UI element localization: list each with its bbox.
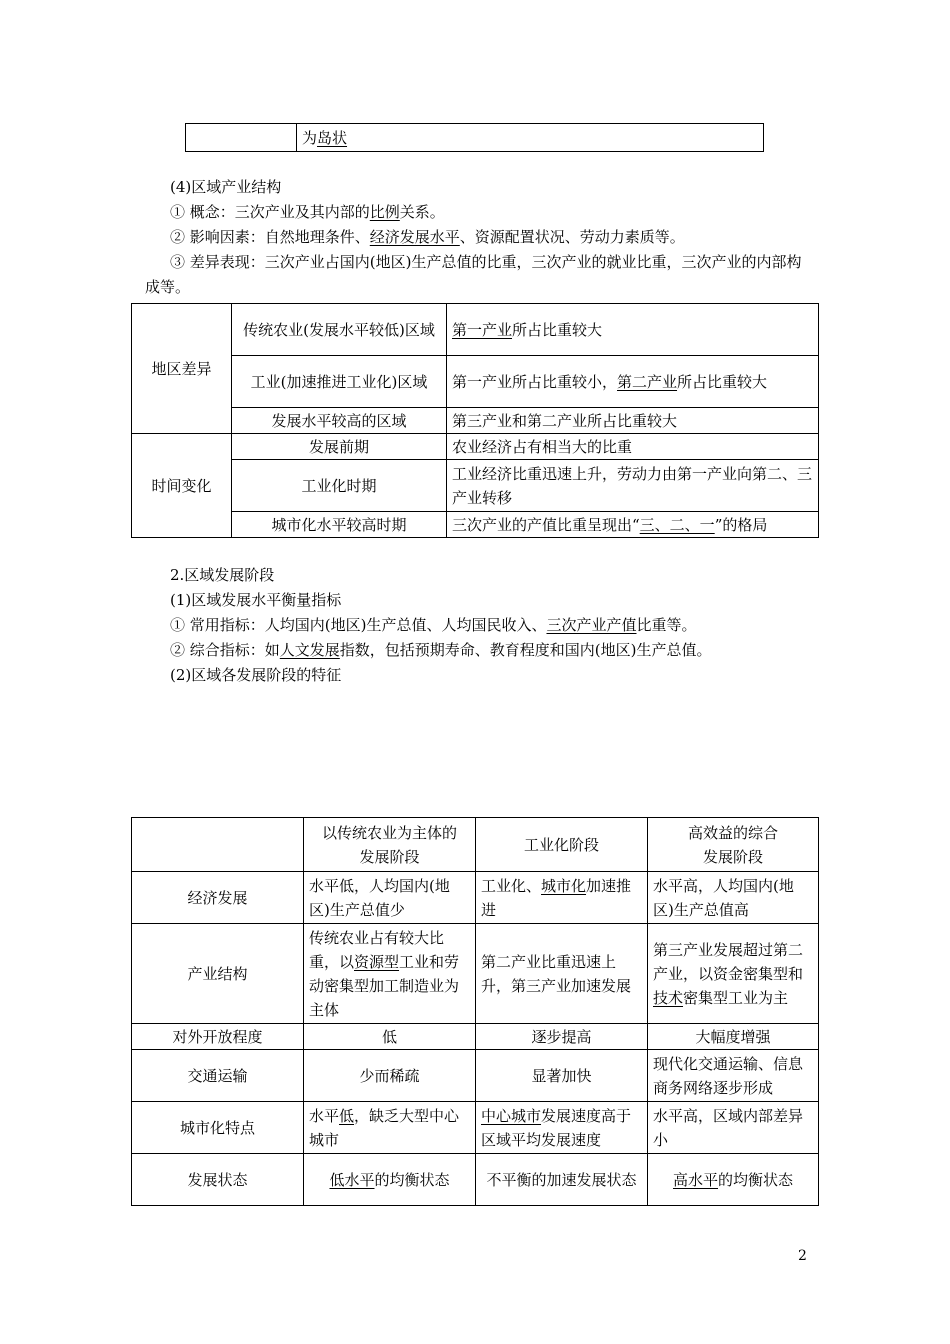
row-label: 发展状态 xyxy=(132,1154,304,1206)
underlined-term: 中心城市 xyxy=(481,1106,542,1125)
table-cell: 第三产业发展超过第二产业，以资金密集型和技术密集型工业为主 xyxy=(648,924,819,1024)
table-cell: 显著加快 xyxy=(476,1050,648,1102)
group-time-change: 时间变化 xyxy=(132,434,232,538)
underlined-term: 技术 xyxy=(653,988,684,1007)
underlined-term: 经济发展水平 xyxy=(369,228,460,246)
table-cell: 少而稀疏 xyxy=(304,1050,476,1102)
table-cell: 低 xyxy=(304,1024,476,1050)
row-value: 农业经济占有相当大的比重 xyxy=(447,434,819,460)
header-cell: 以传统农业为主体的发展阶段 xyxy=(304,818,476,872)
table-cell: 高水平的均衡状态 xyxy=(648,1154,819,1206)
row-value: 第一产业所占比重较小，第二产业所占比重较大 xyxy=(447,356,819,408)
header-cell xyxy=(132,818,304,872)
difference-paragraph: ③ 差异表现：三次产业占国内(地区)生产总值的比重，三次产业的就业比重，三次产业的内部构成等。 xyxy=(145,253,802,296)
table-cell: 现代化交通运输、信息商务网络逐步形成 xyxy=(648,1050,819,1102)
underlined-term: 低 xyxy=(339,1106,355,1125)
table-cell: 中心城市发展速度高于区域平均发展速度 xyxy=(476,1102,648,1154)
table-cell: 水平低，缺乏大型中心城市 xyxy=(304,1102,476,1154)
row-label: 城市化特点 xyxy=(132,1102,304,1154)
top-table-right-cell: 为岛状 xyxy=(297,124,764,152)
underlined-term: 第二产业 xyxy=(617,372,678,391)
page-number: 2 xyxy=(798,1248,807,1264)
underlined-term: 比例 xyxy=(369,203,400,221)
section-heading-industry-structure: (4)区域产业结构 xyxy=(170,178,282,196)
row-label: 发展水平较高的区域 xyxy=(232,408,447,434)
table-cell: 水平高，区域内部差异小 xyxy=(648,1102,819,1154)
development-stages-table xyxy=(131,817,819,1206)
row-value: 三次产业的产值比重呈现出“三、二、一”的格局 xyxy=(447,512,819,538)
table-cell: 传统农业占有较大比重，以资源型工业和劳动密集型加工制造业为主体 xyxy=(304,924,476,1024)
underlined-term: 资源型 xyxy=(354,952,400,971)
table-cell: 第二产业比重迅速上升，第三产业加速发展 xyxy=(476,924,648,1024)
subsection-stage-features: (2)区域各发展阶段的特征 xyxy=(170,666,342,684)
factors-line: ② 影响因素：自然地理条件、经济发展水平、资源配置状况、劳动力素质等。 xyxy=(170,228,685,246)
row-label: 经济发展 xyxy=(132,872,304,924)
row-label: 对外开放程度 xyxy=(132,1024,304,1050)
underlined-term: 第一产业 xyxy=(452,320,513,339)
table-cell: 工业化、城市化加速推进 xyxy=(476,872,648,924)
table-cell: 逐步提高 xyxy=(476,1024,648,1050)
industry-structure-table xyxy=(131,303,819,538)
table-cell: 水平高，人均国内(地区)生产总值高 xyxy=(648,872,819,924)
table-cell: 不平衡的加速发展状态 xyxy=(476,1154,648,1206)
header-cell: 高效益的综合发展阶段 xyxy=(648,818,819,872)
top-table xyxy=(185,123,764,152)
header-cell: 工业化阶段 xyxy=(476,818,648,872)
row-label: 城市化水平较高时期 xyxy=(232,512,447,538)
subsection-indicators: (1)区域发展水平衡量指标 xyxy=(170,591,342,609)
top-table-left-cell xyxy=(186,124,297,152)
table-cell: 低水平的均衡状态 xyxy=(304,1154,476,1206)
table-cell: 大幅度增强 xyxy=(648,1024,819,1050)
group-region-difference: 地区差异 xyxy=(132,304,232,434)
common-indicators-line: ① 常用指标：人均国内(地区)生产总值、人均国民收入、三次产业产值比重等。 xyxy=(170,616,697,634)
composite-indicators-line: ② 综合指标：如人文发展指数，包括预期寿命、教育程度和国内(地区)生产总值。 xyxy=(170,641,712,659)
concept-line: ① 概念：三次产业及其内部的比例关系。 xyxy=(170,203,445,221)
row-label: 发展前期 xyxy=(232,434,447,460)
row-value: 第一产业所占比重较大 xyxy=(447,304,819,356)
row-label: 交通运输 xyxy=(132,1050,304,1102)
row-value: 第三产业和第二产业所占比重较大 xyxy=(447,408,819,434)
table-cell: 水平低，人均国内(地区)生产总值少 xyxy=(304,872,476,924)
underlined-term: 三次产业产值 xyxy=(546,616,637,634)
underlined-term: 三、二、一 xyxy=(639,515,715,534)
row-label: 工业化时期 xyxy=(232,460,447,512)
underlined-term: 低水平 xyxy=(329,1170,375,1189)
underlined-term: 城市化 xyxy=(541,876,587,895)
row-label: 传统农业(发展水平较低)区域 xyxy=(232,304,447,356)
row-label: 工业(加速推进工业化)区域 xyxy=(232,356,447,408)
section-heading-development-stages: 2.区域发展阶段 xyxy=(170,566,275,584)
underlined-term: 人文发展 xyxy=(279,641,340,659)
underlined-term: 高水平 xyxy=(672,1170,718,1189)
row-value: 工业经济比重迅速上升，劳动力由第一产业向第二、三产业转移 xyxy=(447,460,819,512)
underlined-term: 岛状 xyxy=(317,128,348,147)
row-label: 产业结构 xyxy=(132,924,304,1024)
